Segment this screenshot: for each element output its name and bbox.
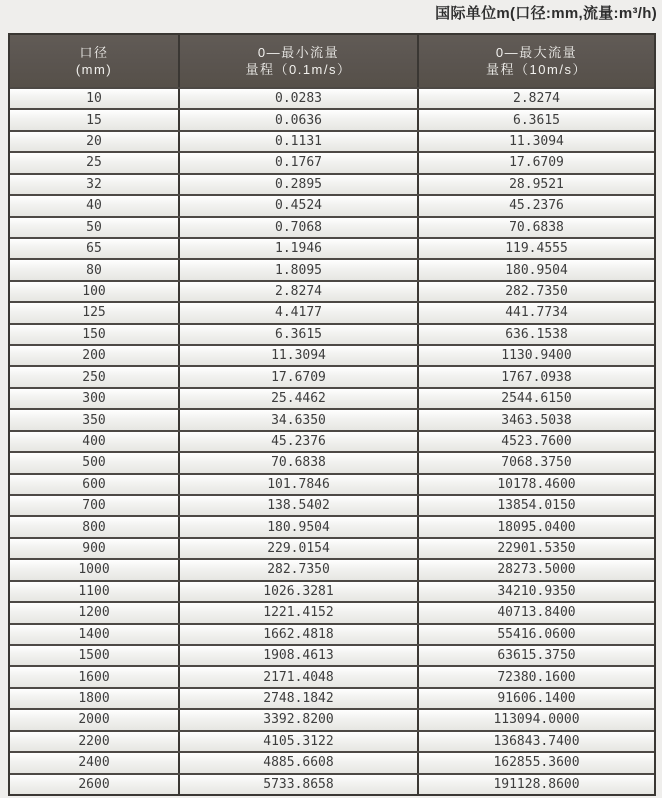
cell-min-flow: 0.4524 [178,196,417,215]
cell-max-flow: 3463.5038 [417,410,654,429]
cell-max-flow: 63615.3750 [417,646,654,665]
cell-min-flow: 0.2895 [178,175,417,194]
cell-min-flow: 0.1131 [178,132,417,151]
cell-min-flow: 2.8274 [178,282,417,301]
table-body [10,87,654,794]
table-row [10,515,654,536]
cell-min-flow: 4885.6608 [178,753,417,772]
table-row [10,580,654,601]
cell-max-flow: 7068.3750 [417,453,654,472]
cell-max-flow: 136843.7400 [417,732,654,751]
table-row [10,537,654,558]
table-row [10,730,654,751]
cell-max-flow: 72380.1600 [417,667,654,686]
cell-diameter: 1000 [10,560,178,579]
cell-min-flow: 180.9504 [178,517,417,536]
cell-min-flow: 229.0154 [178,539,417,558]
cell-diameter: 80 [10,260,178,279]
cell-max-flow: 180.9504 [417,260,654,279]
cell-min-flow: 2748.1842 [178,689,417,708]
header-max-flow-line2: 量程（10m/s） [486,62,587,77]
table-row [10,494,654,515]
cell-min-flow: 1662.4818 [178,625,417,644]
cell-min-flow: 25.4462 [178,389,417,408]
cell-max-flow: 636.1538 [417,325,654,344]
cell-min-flow: 4.4177 [178,303,417,322]
cell-diameter: 50 [10,218,178,237]
cell-diameter: 1200 [10,603,178,622]
cell-max-flow: 70.6838 [417,218,654,237]
cell-diameter: 350 [10,410,178,429]
table-row [10,708,654,729]
cell-min-flow: 1026.3281 [178,582,417,601]
table-row [10,365,654,386]
header-min-flow [178,35,417,87]
cell-min-flow: 0.0283 [178,89,417,108]
cell-diameter: 65 [10,239,178,258]
cell-max-flow: 6.3615 [417,110,654,129]
table-row [10,173,654,194]
cell-diameter: 1400 [10,625,178,644]
cell-min-flow: 1.1946 [178,239,417,258]
table-row [10,751,654,772]
cell-max-flow: 119.4555 [417,239,654,258]
table-row [10,108,654,129]
table-row [10,665,654,686]
cell-diameter: 800 [10,517,178,536]
flow-range-table [8,33,656,796]
cell-max-flow: 1130.9400 [417,346,654,365]
cell-diameter: 250 [10,367,178,386]
page-title: 国际单位m(口径:mm,流量:m³/h) [435,5,657,22]
table-row [10,601,654,622]
cell-diameter: 2600 [10,775,178,794]
table-row [10,194,654,215]
table-row [10,151,654,172]
cell-max-flow: 2.8274 [417,89,654,108]
header-max-flow-line1: 0—最大流量 [495,45,578,60]
cell-diameter: 125 [10,303,178,322]
cell-max-flow: 22901.5350 [417,539,654,558]
cell-max-flow: 282.7350 [417,282,654,301]
cell-diameter: 400 [10,432,178,451]
cell-max-flow: 17.6709 [417,153,654,172]
cell-min-flow: 0.0636 [178,110,417,129]
cell-diameter: 700 [10,496,178,515]
cell-min-flow: 4105.3122 [178,732,417,751]
cell-diameter: 150 [10,325,178,344]
table-row [10,473,654,494]
table-row [10,430,654,451]
cell-diameter: 10 [10,89,178,108]
table-row [10,130,654,151]
header-diameter-line2: (mm) [75,62,113,77]
cell-diameter: 1600 [10,667,178,686]
header-diameter [10,35,178,87]
cell-diameter: 100 [10,282,178,301]
cell-max-flow: 441.7734 [417,303,654,322]
cell-min-flow: 0.1767 [178,153,417,172]
table-row [10,301,654,322]
cell-diameter: 2200 [10,732,178,751]
cell-diameter: 900 [10,539,178,558]
table-row [10,451,654,472]
cell-max-flow: 34210.9350 [417,582,654,601]
cell-max-flow: 4523.7600 [417,432,654,451]
cell-max-flow: 2544.6150 [417,389,654,408]
table-row [10,644,654,665]
cell-min-flow: 11.3094 [178,346,417,365]
cell-min-flow: 1.8095 [178,260,417,279]
table-row [10,237,654,258]
header-min-flow-line2: 量程（0.1m/s） [245,62,352,77]
cell-max-flow: 1767.0938 [417,367,654,386]
cell-diameter: 1500 [10,646,178,665]
cell-diameter: 32 [10,175,178,194]
cell-max-flow: 28.9521 [417,175,654,194]
table-row [10,387,654,408]
table-row [10,687,654,708]
cell-min-flow: 1221.4152 [178,603,417,622]
cell-max-flow: 113094.0000 [417,710,654,729]
cell-diameter: 1800 [10,689,178,708]
cell-max-flow: 55416.0600 [417,625,654,644]
cell-max-flow: 162855.3600 [417,753,654,772]
cell-min-flow: 34.6350 [178,410,417,429]
cell-diameter: 25 [10,153,178,172]
cell-min-flow: 17.6709 [178,367,417,386]
cell-min-flow: 138.5402 [178,496,417,515]
cell-min-flow: 6.3615 [178,325,417,344]
header-diameter-line1: 口径 [79,45,109,60]
cell-min-flow: 101.7846 [178,475,417,494]
cell-diameter: 300 [10,389,178,408]
cell-diameter: 40 [10,196,178,215]
cell-diameter: 2000 [10,710,178,729]
header-min-flow-line1: 0—最小流量 [257,45,340,60]
table-row [10,323,654,344]
cell-diameter: 2400 [10,753,178,772]
table-row [10,258,654,279]
cell-min-flow: 70.6838 [178,453,417,472]
cell-max-flow: 13854.0150 [417,496,654,515]
table-row [10,408,654,429]
table-row [10,280,654,301]
table-header-row [10,35,654,87]
cell-max-flow: 10178.4600 [417,475,654,494]
table-row [10,623,654,644]
cell-diameter: 1100 [10,582,178,601]
cell-diameter: 500 [10,453,178,472]
cell-max-flow: 191128.8600 [417,775,654,794]
cell-max-flow: 91606.1400 [417,689,654,708]
cell-min-flow: 282.7350 [178,560,417,579]
cell-diameter: 20 [10,132,178,151]
table-row [10,344,654,365]
table-row [10,87,654,108]
cell-max-flow: 45.2376 [417,196,654,215]
table-row [10,216,654,237]
cell-diameter: 200 [10,346,178,365]
cell-diameter: 600 [10,475,178,494]
cell-diameter: 15 [10,110,178,129]
cell-min-flow: 3392.8200 [178,710,417,729]
cell-min-flow: 1908.4613 [178,646,417,665]
cell-min-flow: 45.2376 [178,432,417,451]
cell-min-flow: 5733.8658 [178,775,417,794]
cell-min-flow: 2171.4048 [178,667,417,686]
cell-min-flow: 0.7068 [178,218,417,237]
cell-max-flow: 18095.0400 [417,517,654,536]
header-max-flow [417,35,654,87]
cell-max-flow: 40713.8400 [417,603,654,622]
table-row [10,773,654,794]
cell-max-flow: 11.3094 [417,132,654,151]
table-row [10,558,654,579]
cell-max-flow: 28273.5000 [417,560,654,579]
